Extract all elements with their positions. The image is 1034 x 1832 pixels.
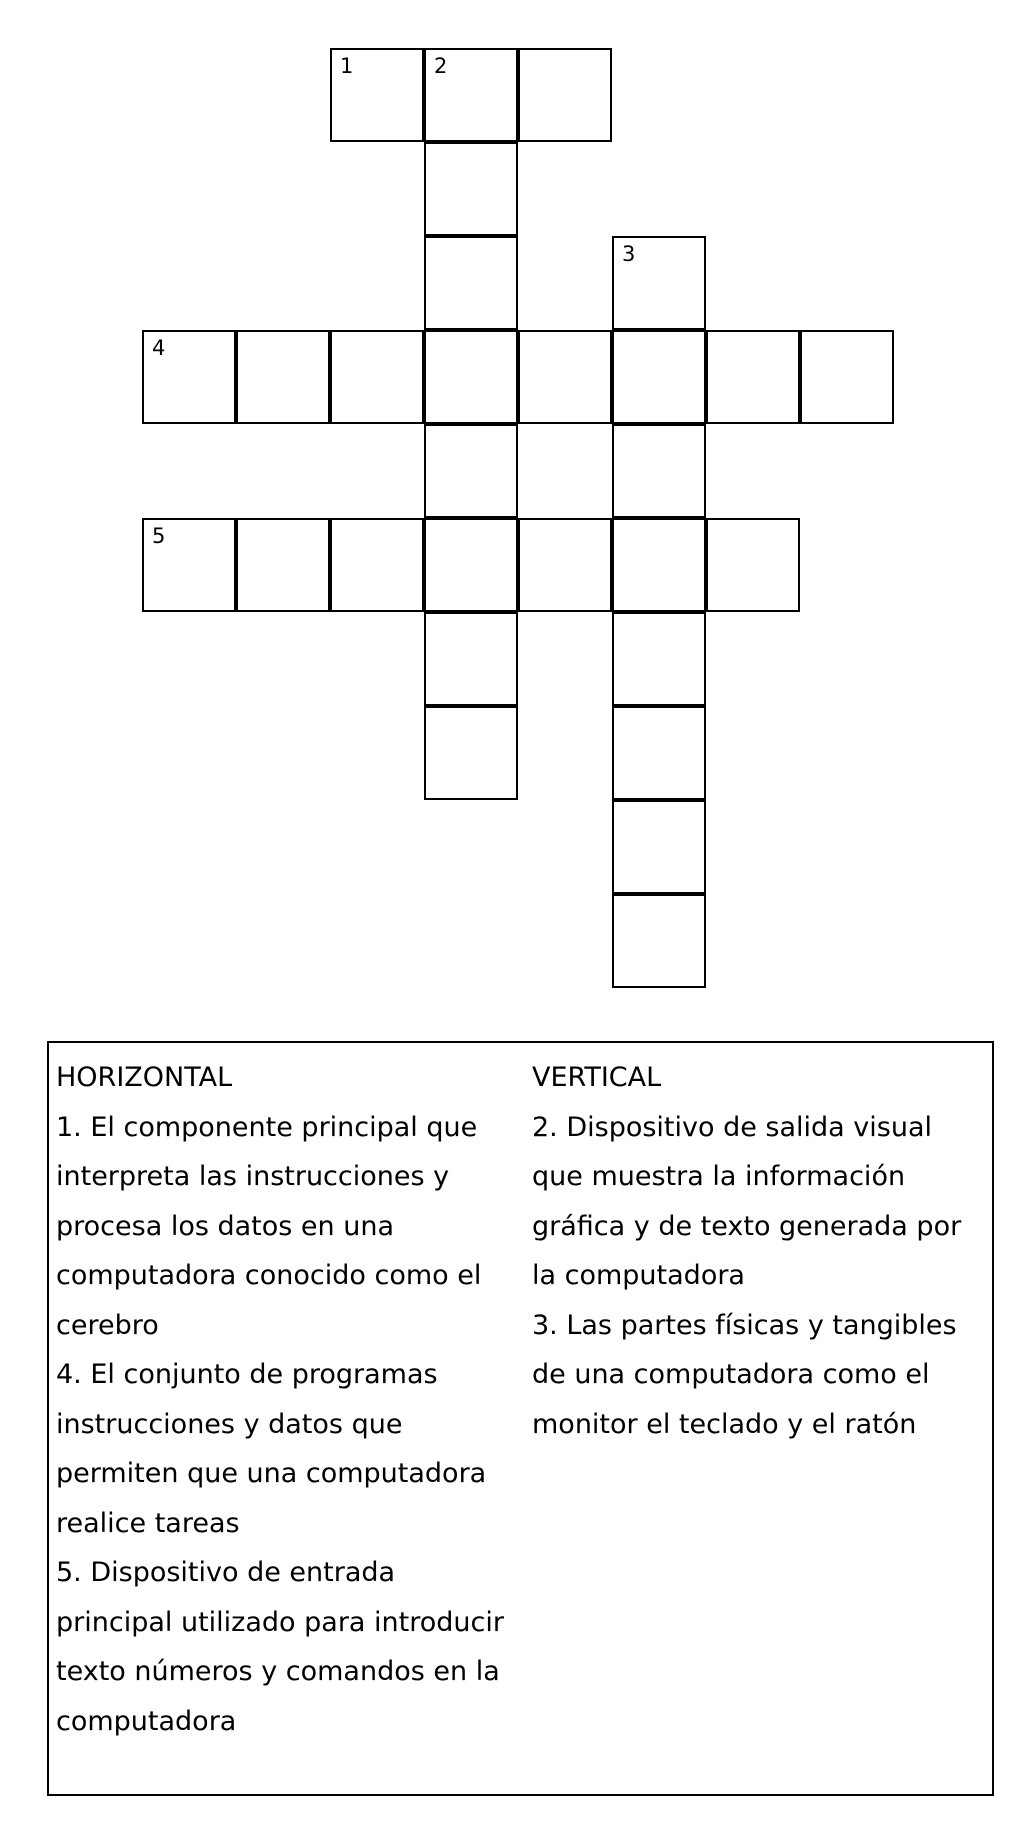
grid-cell[interactable] <box>330 48 424 142</box>
grid-cell[interactable] <box>518 518 612 612</box>
grid-cell[interactable] <box>424 424 518 518</box>
cell-number: 4 <box>152 336 166 360</box>
grid-cell[interactable] <box>518 48 612 142</box>
clue-5-across: 5. Dispositivo de entrada principal utilizado para introducir texto números y comandos en la computadora <box>56 1557 504 1737</box>
grid-cell[interactable] <box>612 518 706 612</box>
clue-1-across: 1. El componente principal que interpreta las instrucciones y procesa los datos en una computadora conocido como el cerebro <box>56 1111 482 1341</box>
clue-2-down: 2. Dispositivo de salida visual que muestra la información gráfica y de texto generada por la computadora <box>532 1111 962 1291</box>
horizontal-clues <box>56 1053 516 1746</box>
grid-cell[interactable] <box>330 330 424 424</box>
clues-box <box>47 1041 994 1796</box>
grid-cell[interactable] <box>612 800 706 894</box>
grid-cell[interactable] <box>236 518 330 612</box>
grid-cell[interactable] <box>424 518 518 612</box>
grid-cell[interactable] <box>142 518 236 612</box>
grid-cell[interactable] <box>424 330 518 424</box>
grid-cell[interactable] <box>800 330 894 424</box>
grid-cell[interactable] <box>612 706 706 800</box>
grid-cell[interactable] <box>518 330 612 424</box>
grid-cell[interactable] <box>706 518 800 612</box>
grid-cell[interactable] <box>424 48 518 142</box>
grid-cell[interactable] <box>612 330 706 424</box>
grid-cell[interactable] <box>612 424 706 518</box>
grid-cell[interactable] <box>424 612 518 706</box>
grid-cell[interactable] <box>142 330 236 424</box>
grid-cell[interactable] <box>330 518 424 612</box>
vertical-heading: VERTICAL <box>532 1062 662 1093</box>
grid-cell[interactable] <box>612 236 706 330</box>
vertical-clues <box>532 1053 990 1449</box>
clue-3-down: 3. Las partes físicas y tangibles de una computadora como el monitor el teclado y el ratón <box>532 1309 957 1440</box>
cell-number: 2 <box>434 54 448 78</box>
grid-cell[interactable] <box>612 894 706 988</box>
cell-number: 3 <box>622 242 636 266</box>
grid-cell[interactable] <box>236 330 330 424</box>
cell-number: 1 <box>340 54 354 78</box>
grid-cell[interactable] <box>424 706 518 800</box>
grid-cell[interactable] <box>706 330 800 424</box>
horizontal-heading: HORIZONTAL <box>56 1062 233 1093</box>
grid-cell[interactable] <box>612 612 706 706</box>
grid-cell[interactable] <box>424 142 518 236</box>
clue-4-across: 4. El conjunto de programas instrucciones y datos que permiten que una computadora realice tareas <box>56 1359 487 1539</box>
grid-cell[interactable] <box>424 236 518 330</box>
cell-number: 5 <box>152 524 166 548</box>
